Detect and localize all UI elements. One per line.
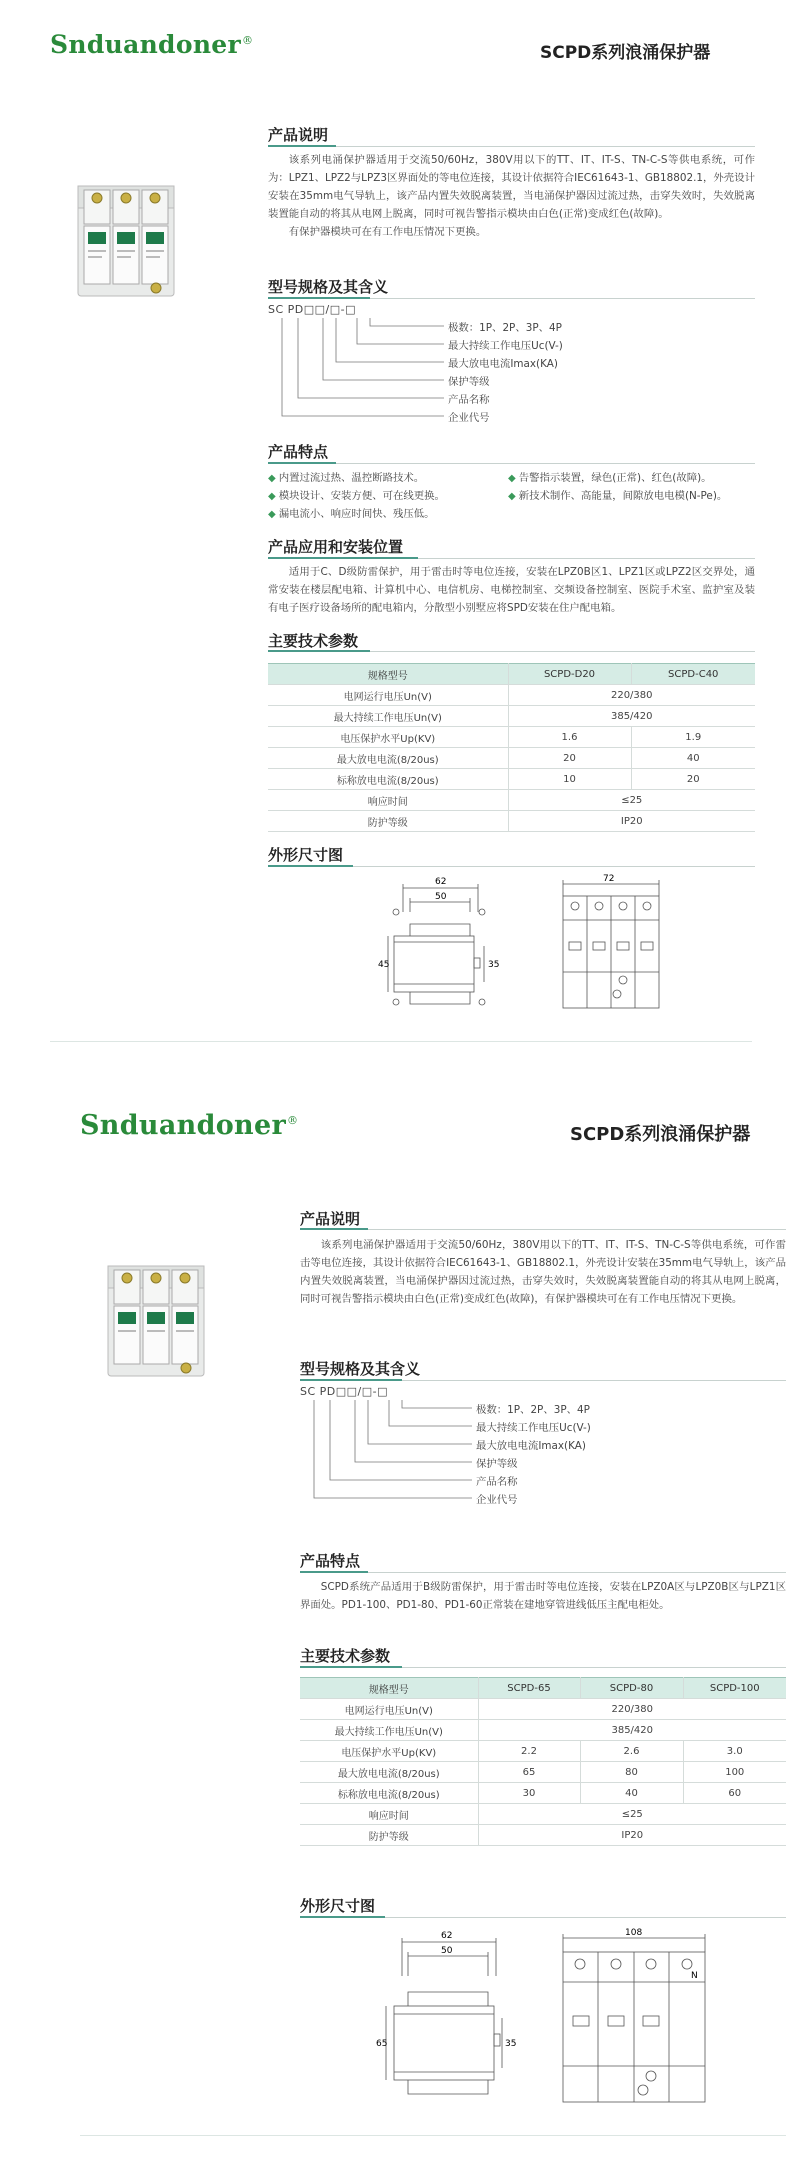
- section-divider: [268, 463, 755, 464]
- spec-header-cell: SCPD-C40: [631, 664, 755, 685]
- product-image: [106, 1260, 210, 1380]
- section-divider: [300, 1667, 786, 1668]
- section-title-application: 产品应用和安装位置: [268, 538, 404, 556]
- spec-label-cell: 最大放电电流(8/20us): [300, 1762, 478, 1783]
- spec-table: [268, 663, 755, 832]
- spec-label-cell: 电压保护水平Up(KV): [268, 727, 508, 748]
- spec-header-cell: SCPD-D20: [508, 664, 631, 685]
- spec-table-header: [268, 664, 755, 685]
- spec-value-cell: 60: [683, 1783, 786, 1804]
- section-divider: [268, 866, 755, 867]
- model-item: 极数：1P、2P、3P、4P: [476, 1404, 590, 1416]
- spec-header-cell: SCPD-100: [683, 1678, 786, 1699]
- spec-value-cell: 40: [631, 748, 755, 769]
- dim-label: N: [691, 1971, 698, 1981]
- model-item: 保护等级: [448, 376, 490, 388]
- section-divider: [300, 1572, 786, 1573]
- spec-label-cell: 最大放电电流(8/20us): [268, 748, 508, 769]
- spec-value-cell: 1.6: [508, 727, 631, 748]
- spec-value-cell: IP20: [508, 811, 755, 832]
- table-row: [300, 1825, 786, 1846]
- dim-label: 108: [625, 1928, 643, 1938]
- dim-label: 35: [488, 960, 500, 970]
- page-1: [0, 0, 802, 1050]
- table-row: [300, 1741, 786, 1762]
- table-row: [268, 727, 755, 748]
- brand-logo: Snduandoner®: [80, 1110, 299, 1141]
- spec-value-cell: 65: [478, 1762, 580, 1783]
- spec-value-cell: 220/380: [478, 1699, 786, 1720]
- table-row: [300, 1720, 786, 1741]
- section-divider: [268, 651, 755, 652]
- description-text: 该系列电涌保护器适用于交流50/60Hz，380V用以下的TT、IT、IT-S、TN-C-S等供电系统，可作雷击等电位连接，其设计依据符合IEC61643-1、GB18802.1，外壳设计安装在35mm电气导轨上，该产品内置失效脱离装置，当电涌保护器因过流过热，击穿失效时，失效脱离装置能自动的将其从电网上脱离，同时可视告警指示模块由白色(正常)变成红色(故障)，有保护器模块可在有工作电压情况下更换。: [300, 1239, 786, 1305]
- dimension-front-view: [555, 872, 665, 1022]
- feature-item: ◆ 内置过流过热、温控断路技术。: [268, 472, 425, 484]
- model-diagram-lines: [300, 1398, 480, 1506]
- spec-value-cell: 20: [631, 769, 755, 790]
- model-code: SC PD□□/□-□: [300, 1385, 389, 1398]
- dim-label: 62: [441, 1931, 453, 1941]
- model-item: 企业代号: [476, 1494, 518, 1506]
- spec-header-cell: 规格型号: [268, 664, 508, 685]
- spec-label-cell: 电网运行电压Un(V): [300, 1699, 478, 1720]
- model-item: 最大持续工作电压Uc(V-): [448, 340, 563, 352]
- spec-label-cell: 最大持续工作电压Un(V): [300, 1720, 478, 1741]
- spec-label-cell: 响应时间: [300, 1804, 478, 1825]
- section-title-specs: 主要技术参数: [268, 632, 359, 650]
- diamond-bullet-icon: ◆: [268, 509, 276, 520]
- product-image: [76, 180, 180, 300]
- spec-value-cell: 80: [580, 1762, 683, 1783]
- spec-value-cell: 20: [508, 748, 631, 769]
- spec-value-cell: IP20: [478, 1825, 786, 1846]
- model-item: 产品名称: [476, 1476, 518, 1488]
- spec-table-header: [300, 1678, 786, 1699]
- spec-value-cell: 3.0: [683, 1741, 786, 1762]
- model-item: 最大持续工作电压Uc(V-): [476, 1422, 591, 1434]
- feature-item: ◆ 新技术制作、高能量，间隙放电电模(N-Pe)。: [508, 490, 728, 502]
- table-row: [268, 706, 755, 727]
- section-divider: [268, 298, 755, 299]
- dim-label: 35: [505, 2039, 517, 2049]
- spec-value-cell: 1.9: [631, 727, 755, 748]
- model-item: 最大放电电流Imax(KA): [476, 1440, 586, 1452]
- model-diagram-lines: [268, 316, 448, 424]
- section-divider: [268, 558, 755, 559]
- spec-value-cell: 385/420: [478, 1720, 786, 1741]
- section-title-dimensions: 外形尺寸图: [268, 846, 344, 864]
- spec-table: [300, 1677, 786, 1846]
- spec-value-cell: 2.2: [478, 1741, 580, 1762]
- spec-value-cell: 100: [683, 1762, 786, 1783]
- section-title-dimensions: 外形尺寸图: [300, 1897, 376, 1915]
- model-item: 最大放电电流Imax(KA): [448, 358, 558, 370]
- table-row: [268, 769, 755, 790]
- application-text: 适用于C、D级防雷保护，用于雷击时等电位连接，安装在LPZ0B区1、LPZ1区或LPZ2区交界处，通常安装在楼层配电箱、计算机中心、电信机房、电梯控制室、交频设备控制室、医院手术室、监护室及装有电子医疗设备场所的配电箱内，分散型小别墅应将SPD安装在住户配电箱。: [268, 566, 755, 614]
- dim-label: 62: [435, 877, 447, 887]
- table-row: [300, 1783, 786, 1804]
- dim-label: 45: [378, 960, 390, 970]
- spec-label-cell: 防护等级: [268, 811, 508, 832]
- table-row: [268, 811, 755, 832]
- spec-header-cell: SCPD-80: [580, 1678, 683, 1699]
- model-item: 极数：1P、2P、3P、4P: [448, 322, 562, 334]
- table-row: [268, 685, 755, 706]
- section-divider: [300, 1380, 786, 1381]
- dimension-side-view: [378, 1926, 518, 2116]
- page-separator: [50, 1041, 752, 1042]
- dim-label: 50: [435, 892, 447, 902]
- section-title-features: 产品特点: [300, 1552, 361, 1570]
- description-text: [268, 151, 755, 241]
- spec-value-cell: ≤25: [508, 790, 755, 811]
- table-row: [268, 790, 755, 811]
- section-title-specs: 主要技术参数: [300, 1647, 391, 1665]
- dimension-front-view: [555, 1926, 715, 2116]
- table-row: [300, 1762, 786, 1783]
- spec-value-cell: 220/380: [508, 685, 755, 706]
- spec-label-cell: 标称放电电流(8/20us): [268, 769, 508, 790]
- section-divider: [300, 1917, 786, 1918]
- dim-label: 65: [376, 2039, 388, 2049]
- page-title: SCPD系列浪涌保护器: [570, 1124, 751, 1145]
- spec-value-cell: ≤25: [478, 1804, 786, 1825]
- description-paragraph: 有保护器模块可在有工作电压情况下更换。: [288, 226, 487, 238]
- section-title-description: 产品说明: [300, 1210, 361, 1228]
- model-code: SC PD□□/□-□: [268, 303, 357, 316]
- table-row: [300, 1804, 786, 1825]
- features-text: SCPD系统产品适用于B级防雷保护，用于雷击时等电位连接，安装在LPZ0A区与LPZ0B区与LPZ1区界面处。PD1-100、PD1-80、PD1-60正常装在建地穿管进线低压主配电柜处。: [300, 1581, 786, 1611]
- diamond-bullet-icon: ◆: [508, 473, 516, 484]
- spec-value-cell: 2.6: [580, 1741, 683, 1762]
- model-item: 企业代号: [448, 412, 490, 424]
- diamond-bullet-icon: ◆: [268, 473, 276, 484]
- spec-label-cell: 响应时间: [268, 790, 508, 811]
- feature-item: ◆ 漏电流小、响应时间快、残压低。: [268, 508, 435, 520]
- spec-label-cell: 电压保护水平Up(KV): [300, 1741, 478, 1762]
- section-divider: [268, 146, 755, 147]
- spec-label-cell: 电网运行电压Un(V): [268, 685, 508, 706]
- feature-item: ◆ 模块设计、安装方便、可在线更换。: [268, 490, 445, 502]
- spec-value-cell: 385/420: [508, 706, 755, 727]
- spec-header-cell: 规格型号: [300, 1678, 478, 1699]
- section-title-model: 型号规格及其含义: [300, 1360, 421, 1378]
- section-title-description: 产品说明: [268, 126, 329, 144]
- spec-value-cell: 40: [580, 1783, 683, 1804]
- spec-header-cell: SCPD-65: [478, 1678, 580, 1699]
- spec-label-cell: 最大持续工作电压Un(V): [268, 706, 508, 727]
- spec-label-cell: 防护等级: [300, 1825, 478, 1846]
- page-separator: [80, 2135, 786, 2136]
- diamond-bullet-icon: ◆: [508, 491, 516, 502]
- dim-label: 72: [603, 874, 615, 884]
- section-title-features: 产品特点: [268, 443, 329, 461]
- section-divider: [300, 1229, 786, 1230]
- spec-label-cell: 标称放电电流(8/20us): [300, 1783, 478, 1804]
- dim-label: 50: [441, 1946, 453, 1956]
- dimension-side-view: [380, 872, 500, 1022]
- model-item: 保护等级: [476, 1458, 518, 1470]
- section-title-model: 型号规格及其含义: [268, 278, 389, 296]
- page-2: [0, 1080, 802, 2163]
- table-row: [300, 1699, 786, 1720]
- feature-item: ◆ 告警指示装置，绿色(正常)、红色(故障)。: [508, 472, 712, 484]
- spec-value-cell: 10: [508, 769, 631, 790]
- model-item: 产品名称: [448, 394, 490, 406]
- diamond-bullet-icon: ◆: [268, 491, 276, 502]
- brand-logo: Snduandoner®: [50, 30, 254, 59]
- table-row: [268, 748, 755, 769]
- page-title: SCPD系列浪涌保护器: [540, 43, 711, 63]
- description-paragraph: 该系列电涌保护器适用于交流50/60Hz，380V用以下的TT、IT、IT-S、TN-C-S等供电系统，可作为：LPZ1、LPZ2与LPZ3区界面处的等电位连接，其设计依据符合IEC61643-1、GB18802.1，外壳设计安装在35mm电气导轨上，该产品内置失效脱离装置，当电涌保护器因过流过热，击穿失效时，失效脱离装置能自动的将其从电网上脱离，同时可视告警指示模块由白色(正常)变成红色(故障)。: [268, 154, 755, 220]
- spec-value-cell: 30: [478, 1783, 580, 1804]
